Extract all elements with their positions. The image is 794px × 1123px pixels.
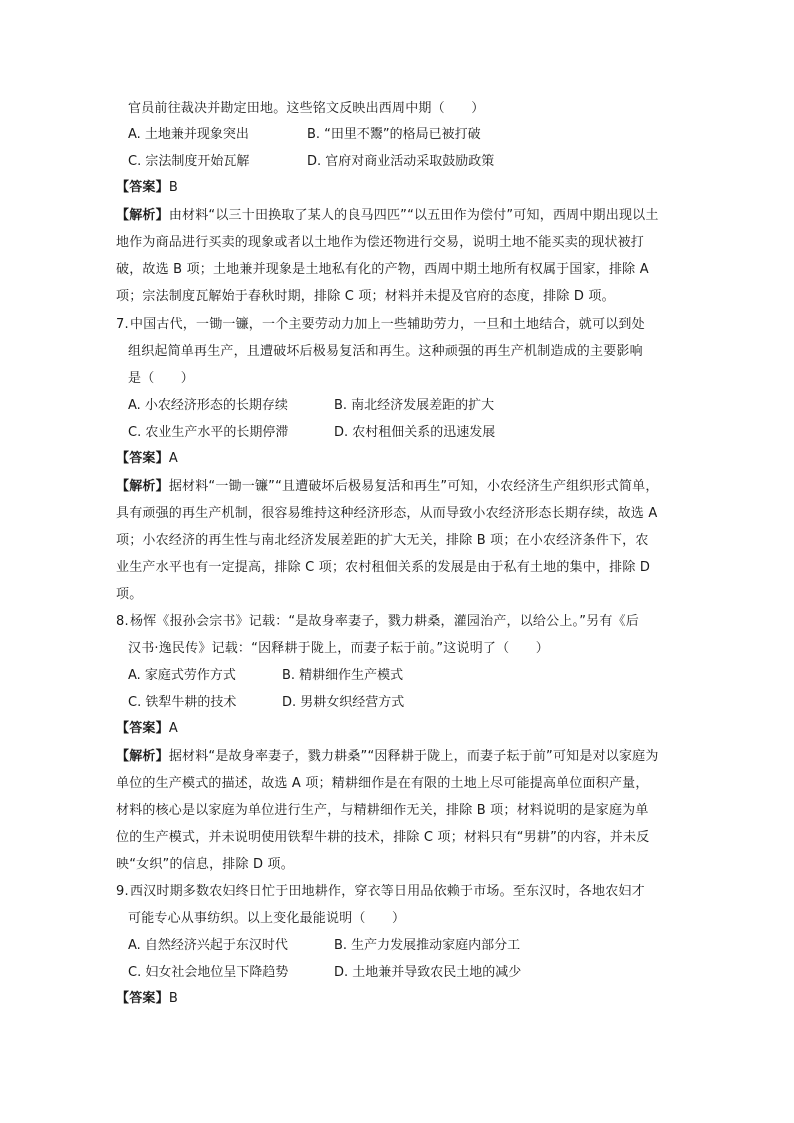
answer-tag: 【答案】 (116, 721, 169, 736)
q8-option-b: B. 精耕细作生产模式 (282, 668, 404, 683)
analysis-tag: 【解析】 (116, 749, 169, 764)
q8-option-a: A. 家庭式劳作方式 (128, 668, 236, 683)
q9-stem-line-2: 可能专心从事纺织。以上变化最能说明（ ） (128, 911, 406, 926)
q9-answer (116, 990, 178, 1008)
q6-option-d: D. 官府对商业活动采取鼓励政策 (307, 154, 495, 169)
q9-option-d: D. 土地兼并导致农民土地的减少 (334, 965, 522, 980)
q9-number: 9. (116, 884, 129, 899)
q6-analysis-line-2: 地作为商品进行买卖的现象或者以土地作为偿还物进行交易，说明土地不能买卖的现状被打 (116, 235, 645, 250)
q7-option-c: C. 农业生产水平的长期停滞 (128, 425, 289, 440)
analysis-tag: 【解析】 (116, 208, 169, 223)
q7-analysis-line-4: 业生产水平也有一定提高，排除 C 项；农村租佃关系的发展是由于私有土地的集中，排除 D (116, 560, 651, 575)
analysis-tag: 【解析】 (116, 479, 169, 494)
answer-value: B (168, 991, 178, 1006)
q7-option-a: A. 小农经济形态的长期存续 (128, 398, 288, 413)
answer-value: A (168, 451, 178, 466)
answer-value: A (168, 721, 178, 736)
q6-option-a: A. 土地兼并现象突出 (128, 127, 249, 142)
q7-number: 7. (116, 317, 129, 332)
q8-analysis-line-1 (116, 748, 659, 766)
q8-stem-line-1: 杨恽《报孙会宗书》记载：“是故身率妻子，戮力耕桑，灌园治产，以给公上。”另有《后 (130, 614, 639, 629)
answer-tag: 【答案】 (116, 991, 169, 1006)
q8-answer (116, 720, 178, 738)
q9-option-b: B. 生产力发展推动家庭内部分工 (334, 938, 521, 953)
q7-option-d: D. 农村租佃关系的迅速发展 (334, 425, 496, 440)
answer-tag: 【答案】 (116, 451, 169, 466)
q8-analysis-line-2: 单位的生产模式的描述，故选 A 项；精耕细作是在有限的土地上尽可能提高单位面积产量， (116, 776, 649, 791)
q8-analysis-line-3: 材料的核心是以家庭为单位进行生产，与精耕细作无关，排除 B 项；材料说明的是家庭为单 (116, 803, 649, 818)
q6-stem-tail: 官员前往裁决并勘定田地。这些铭文反映出西周中期（ ） (128, 101, 485, 116)
q6-analysis-line-3: 破，故选 B 项；土地兼并现象是土地私有化的产物，西周中期土地所有权属于国家，排除 A (116, 262, 649, 277)
q7-analysis-line-5: 项。 (116, 587, 143, 602)
answer-tag: 【答案】 (116, 180, 169, 195)
q6-answer (116, 179, 178, 197)
q6-analysis-line-4: 项；宗法制度瓦解始于春秋时期，排除 C 项；材料并未提及官府的态度，排除 D 项。 (116, 289, 615, 304)
answer-value: B (168, 180, 178, 195)
q8-stem-line-2: 汉书·逸民传》记载：“因释耕于陇上，而妻子耘于前。”这说明了（ ） (128, 641, 549, 656)
q6-option-c: C. 宗法制度开始瓦解 (128, 154, 250, 169)
q9-option-c: C. 妇女社会地位呈下降趋势 (128, 965, 289, 980)
q7-analysis-line-3: 项；小农经济的再生性与南北经济发展差距的扩大无关，排除 B 项；在小农经济条件下，农 (116, 533, 649, 548)
q7-analysis-line-1 (116, 478, 659, 496)
q7-answer (116, 450, 178, 468)
analysis-text: 据材料“是故身率妻子，戮力耕桑”“因释耕于陇上，而妻子耘于前”可知是对以家庭为 (168, 749, 659, 764)
q6-option-b: B. “田里不鬻”的格局已被打破 (307, 127, 481, 142)
q9-stem-line-1: 西汉时期多数农妇终日忙于田地耕作，穿衣等日用品依赖于市场。至东汉时，各地农妇才 (130, 884, 645, 899)
q8-option-c: C. 铁犁牛耕的技术 (128, 695, 237, 710)
q6-analysis-line-1 (116, 207, 659, 225)
q7-stem-line-2: 组织起简单再生产，且遭破坏后极易复活和再生。这种顽强的再生产机制造成的主要影响 (128, 344, 643, 359)
q7-stem-line-3: 是（ ） (128, 371, 195, 386)
q7-option-b: B. 南北经济发展差距的扩大 (334, 398, 495, 413)
q7-stem-line-1: 中国古代，一锄一镰，一个主要劳动力加上一些辅助劳力，一旦和土地结合，就可以到处 (130, 317, 645, 332)
q8-analysis-line-5: 映“女织”的信息，排除 D 项。 (116, 857, 294, 872)
analysis-text: 据材料“一锄一镰”“且遭破坏后极易复活和再生”可知，小农经济生产组织形式简单， (168, 479, 659, 494)
q9-option-a: A. 自然经济兴起于东汉时代 (128, 938, 288, 953)
q8-number: 8. (116, 614, 129, 629)
q8-analysis-line-4: 位的生产模式，并未说明使用铁犁牛耕的技术，排除 C 项；材料只有“男耕”的内容，并未反 (116, 830, 650, 845)
q7-analysis-line-2: 具有顽强的再生产机制，很容易维持这种经济形态，从而导致小农经济形态长期存续，故选 A (116, 506, 658, 521)
q8-option-d: D. 男耕女织经营方式 (282, 695, 405, 710)
analysis-text: 由材料“以三十田换取了某人的良马四匹”“以五田作为偿付”可知，西周中期出现以土 (168, 208, 659, 223)
